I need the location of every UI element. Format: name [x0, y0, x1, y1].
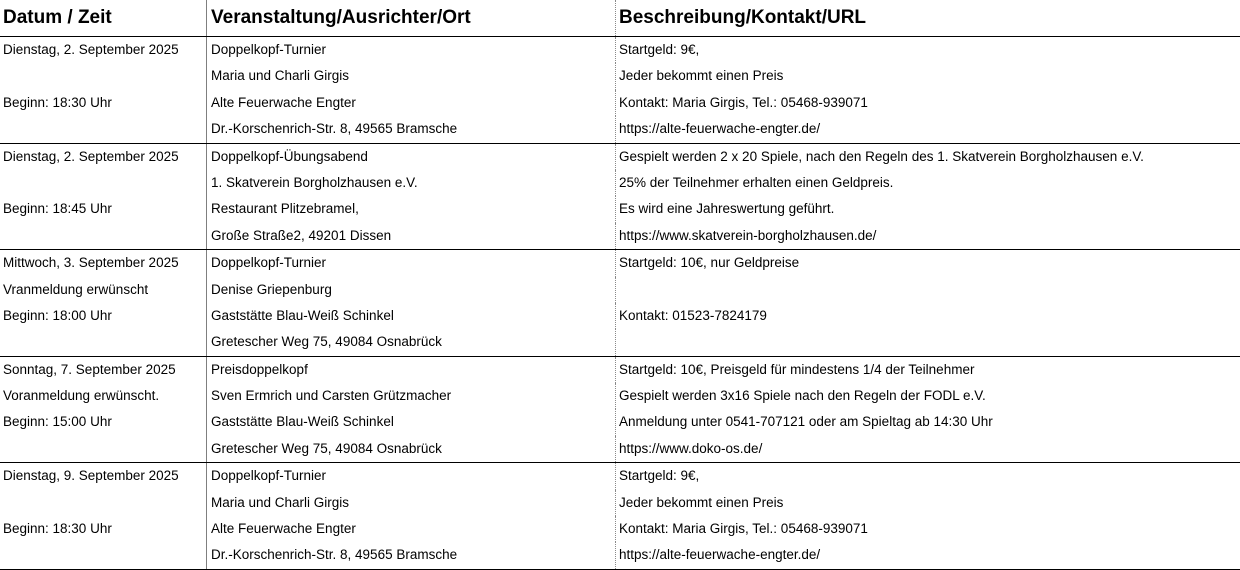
date-cell: Beginn: 15:00 Uhr: [3, 414, 112, 430]
event-cell: Gretescher Weg 75, 49084 Osnabrück: [206, 436, 614, 462]
header-event-organizer-venue: Veranstaltung/Ausrichter/Ort: [206, 0, 614, 36]
table-row: [0, 170, 1240, 196]
event-cell: Maria und Charli Girgis: [206, 63, 614, 89]
date-cell: [0, 63, 205, 89]
table-row: [0, 463, 1240, 489]
event-cell: Sven Ermrich und Carsten Grützmacher: [206, 383, 614, 409]
header-description-contact-url: Beschreibung/Kontakt/URL: [615, 0, 1240, 36]
info-cell: Anmeldung unter 0541-707121 oder am Spieltag ab 14:30 Uhr: [615, 409, 1240, 435]
date-cell: Dienstag, 2. September 2025: [3, 42, 179, 57]
event-cell: Alte Feuerwache Engter: [206, 90, 614, 116]
info-cell: 25% der Teilnehmer erhalten einen Geldpreis.: [615, 170, 1240, 196]
table-row: [0, 303, 1240, 329]
table-row: [0, 383, 1240, 409]
event-cell: 1. Skatverein Borgholzhausen e.V.: [206, 170, 614, 196]
table-row: [0, 116, 1240, 143]
info-cell: https://www.doko-os.de/: [615, 436, 1240, 462]
date-cell: Beginn: 18:30 Uhr: [3, 521, 112, 537]
info-cell: https://www.skatverein-borgholzhausen.de/: [615, 223, 1240, 249]
info-cell: Kontakt: Maria Girgis, Tel.: 05468-939071: [615, 516, 1240, 542]
table-row: [0, 37, 1240, 63]
event-cell: Alte Feuerwache Engter: [206, 516, 614, 542]
date-cell: Beginn: 18:45 Uhr: [3, 201, 112, 217]
event-cell: Doppelkopf-Turnier: [206, 37, 614, 63]
date-cell: Dienstag, 2. September 2025: [3, 148, 179, 164]
info-cell: Startgeld: 10€, nur Geldpreise: [615, 250, 1240, 276]
table-row: [0, 223, 1240, 250]
table-row: [0, 490, 1240, 516]
table-row: [0, 144, 1240, 170]
table-row: [0, 409, 1240, 435]
table-header-row: [0, 0, 1240, 37]
info-cell: Startgeld: 9€,: [615, 463, 1240, 489]
table-row: [0, 196, 1240, 222]
info-cell: Es wird eine Jahreswertung geführt.: [615, 196, 1240, 222]
event-cell: Gretescher Weg 75, 49084 Osnabrück: [206, 329, 614, 355]
date-cell: Mittwoch, 3. September 2025: [3, 255, 179, 271]
date-cell: [0, 542, 205, 568]
event-cell: Doppelkopf-Turnier: [206, 250, 614, 276]
date-cell: Beginn: 18:00 Uhr: [3, 307, 112, 323]
event-cell: Maria und Charli Girgis: [206, 490, 614, 516]
table-row: [0, 63, 1240, 89]
date-cell: [0, 170, 205, 196]
table-row: [0, 516, 1240, 542]
event-cell: Doppelkopf-Turnier: [206, 463, 614, 489]
header-date-time: Datum / Zeit: [3, 7, 112, 28]
info-cell: Jeder bekommt einen Preis: [615, 490, 1240, 516]
info-cell: Jeder bekommt einen Preis: [615, 63, 1240, 89]
info-cell: Kontakt: 01523-7824179: [615, 303, 1240, 329]
event-cell: Dr.-Korschenrich-Str. 8, 49565 Bramsche: [206, 116, 614, 142]
event-cell: Gaststätte Blau-Weiß Schinkel: [206, 303, 614, 329]
date-cell: [0, 329, 205, 355]
date-cell: [0, 116, 205, 142]
info-cell: https://alte-feuerwache-engter.de/: [615, 542, 1240, 568]
table-row: [0, 357, 1240, 383]
event-cell: Preisdoppelkopf: [206, 357, 614, 383]
date-cell: Sonntag, 7. September 2025: [3, 361, 176, 377]
event-cell: Restaurant Plitzebramel,: [206, 196, 614, 222]
date-cell: Beginn: 18:30 Uhr: [3, 94, 112, 110]
date-cell: [0, 223, 205, 249]
event-cell: Gaststätte Blau-Weiß Schinkel: [206, 409, 614, 435]
event-cell: Denise Griepenburg: [206, 277, 614, 303]
info-cell: Gespielt werden 2 x 20 Spiele, nach den Regeln des 1. Skatverein Borgholzhausen e.V.: [615, 144, 1240, 170]
date-cell: [0, 436, 205, 462]
event-cell: Dr.-Korschenrich-Str. 8, 49565 Bramsche: [206, 542, 614, 568]
info-cell: Startgeld: 9€,: [615, 37, 1240, 63]
date-cell: [0, 490, 205, 516]
event-cell: Doppelkopf-Übungsabend: [206, 144, 614, 170]
table-row: [0, 329, 1240, 356]
date-cell: Dienstag, 9. September 2025: [3, 468, 179, 484]
event-cell: Große Straße2, 49201 Dissen: [206, 223, 614, 249]
date-cell: Voranmeldung erwünscht.: [3, 388, 160, 404]
info-cell: Gespielt werden 3x16 Spiele nach den Regeln der FODL e.V.: [615, 383, 1240, 409]
table-row: [0, 90, 1240, 116]
table-row: [0, 436, 1240, 463]
table-row: [0, 250, 1240, 276]
table-row: [0, 277, 1240, 303]
table-body: [0, 37, 1240, 570]
info-cell: https://alte-feuerwache-engter.de/: [615, 116, 1240, 142]
table-row: [0, 542, 1240, 569]
date-cell: Vranmeldung erwünscht: [3, 281, 149, 297]
info-cell: [615, 277, 1240, 303]
info-cell: Kontakt: Maria Girgis, Tel.: 05468-939071: [615, 90, 1240, 116]
info-cell: Startgeld: 10€, Preisgeld für mindestens 1/4 der Teilnehmer: [615, 357, 1240, 383]
info-cell: [615, 329, 1240, 355]
